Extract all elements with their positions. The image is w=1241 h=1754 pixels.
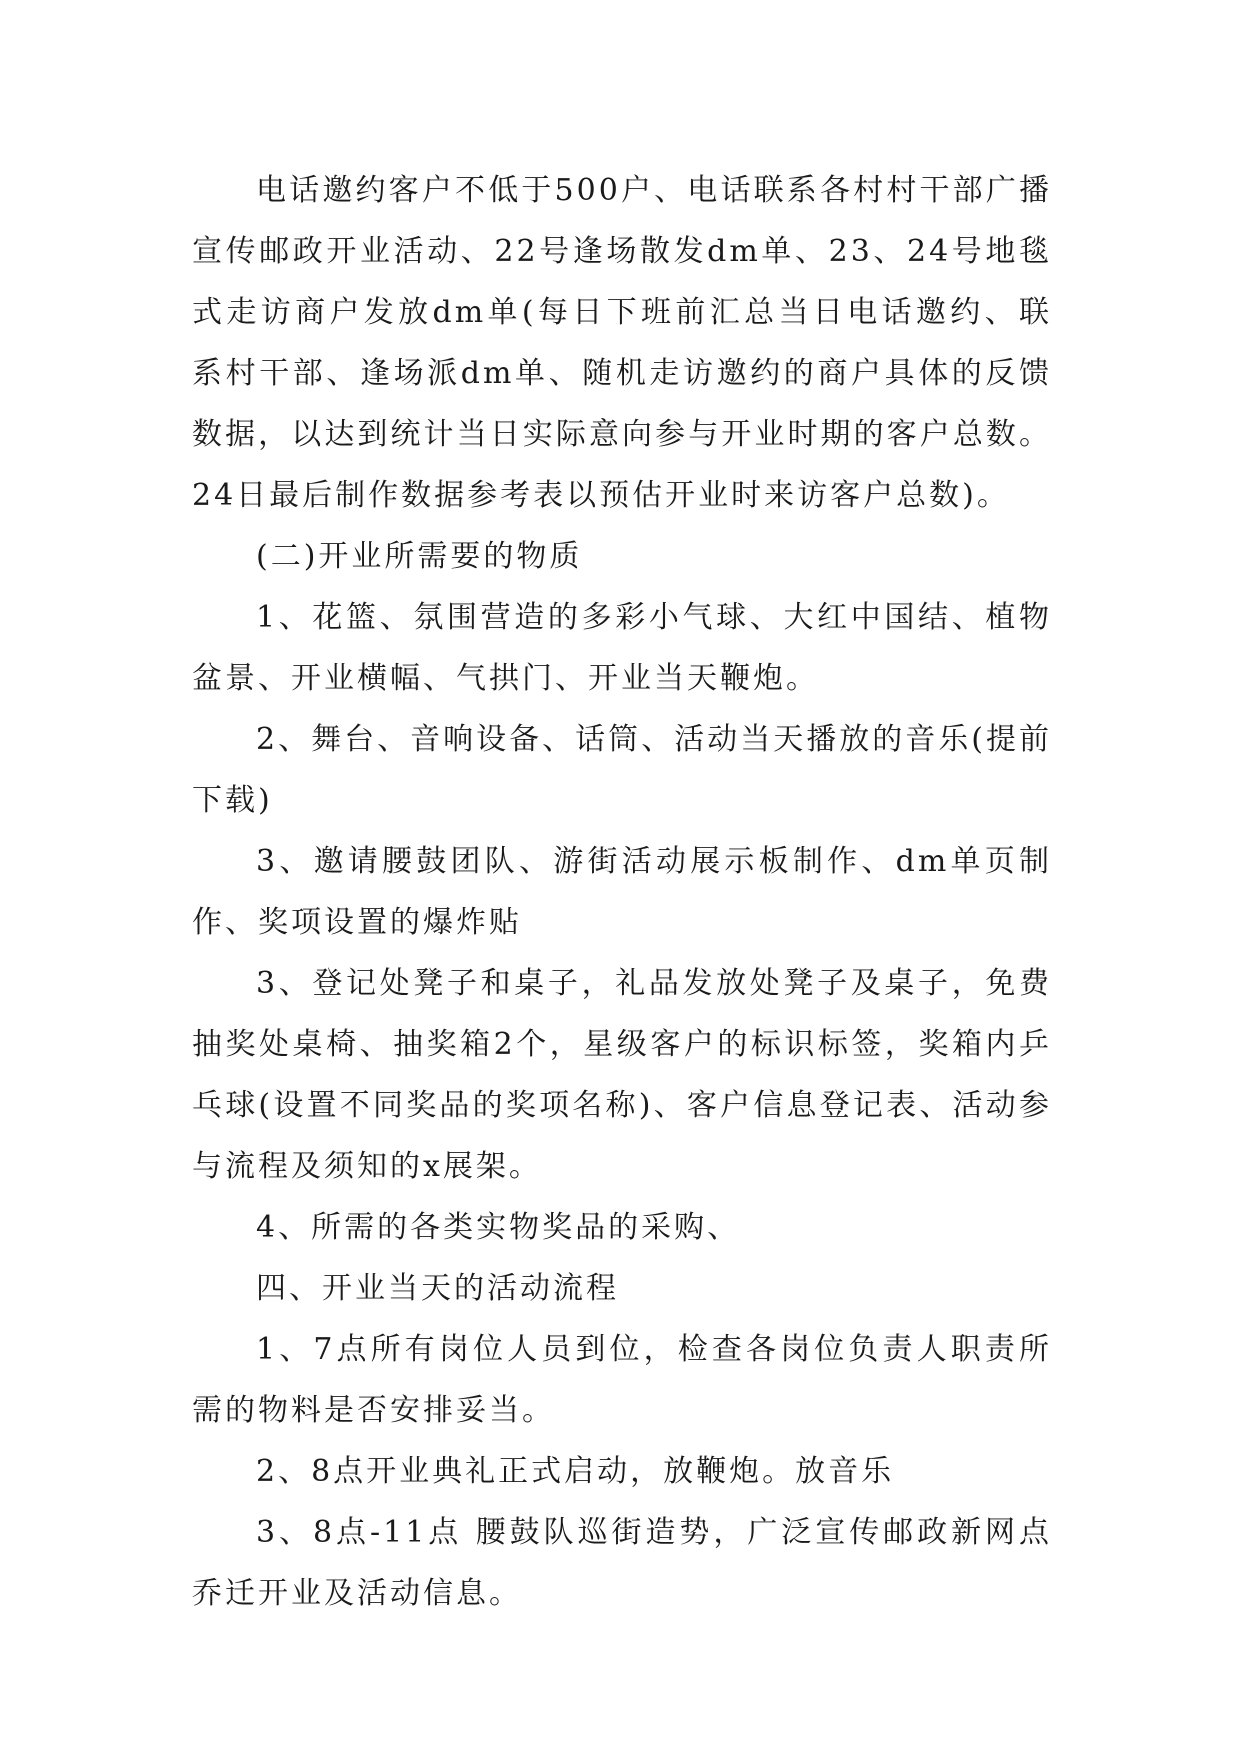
list-item: 1、7点所有岗位人员到位，检查各岗位负责人职责所需的物料是否安排妥当。 (192, 1332, 1052, 1428)
heading-event-process: 四、开业当天的活动流程 (256, 1271, 619, 1306)
heading-materials: (二)开业所需要的物质 (256, 539, 583, 574)
list-item: 4、所需的各类实物奖品的采购、 (256, 1210, 741, 1245)
list-item: 2、8点开业典礼正式启动，放鞭炮。放音乐 (256, 1454, 895, 1489)
list-item: 2、舞台、音响设备、话筒、活动当天播放的音乐(提前下载) (192, 722, 1052, 818)
list-item: 1、花篮、氛围营造的多彩小气球、大红中国结、植物盆景、开业横幅、气拱门、开业当天鞭炮。 (192, 600, 1052, 696)
list-item: 3、登记处凳子和桌子，礼品发放处凳子及桌子，免费抽奖处桌椅、抽奖箱2个，星级客户的标识标签，奖箱内乒乓球(设置不同奖品的奖项名称)、客户信息登记表、活动参与流程及须知的x展架。 (192, 966, 1052, 1184)
document-body (192, 160, 1052, 1624)
paragraph-invitation-plan: 电话邀约客户不低于500户、电话联系各村村干部广播宣传邮政开业活动、22号逢场散发dm单、23、24号地毯式走访商户发放dm单(每日下班前汇总当日电话邀约、联系村干部、逢场派dm单、随机走访邀约的商户具体的反馈数据，以达到统计当日实际意向参与开业时期的客户总数。24日最后制作数据参考表以预估开业时来访客户总数)。 (192, 173, 1052, 513)
list-item: 3、8点-11点 腰鼓队巡街造势，广泛宣传邮政新网点乔迁开业及活动信息。 (192, 1515, 1052, 1611)
list-item: 3、邀请腰鼓团队、游街活动展示板制作、dm单页制作、奖项设置的爆炸贴 (192, 844, 1052, 940)
